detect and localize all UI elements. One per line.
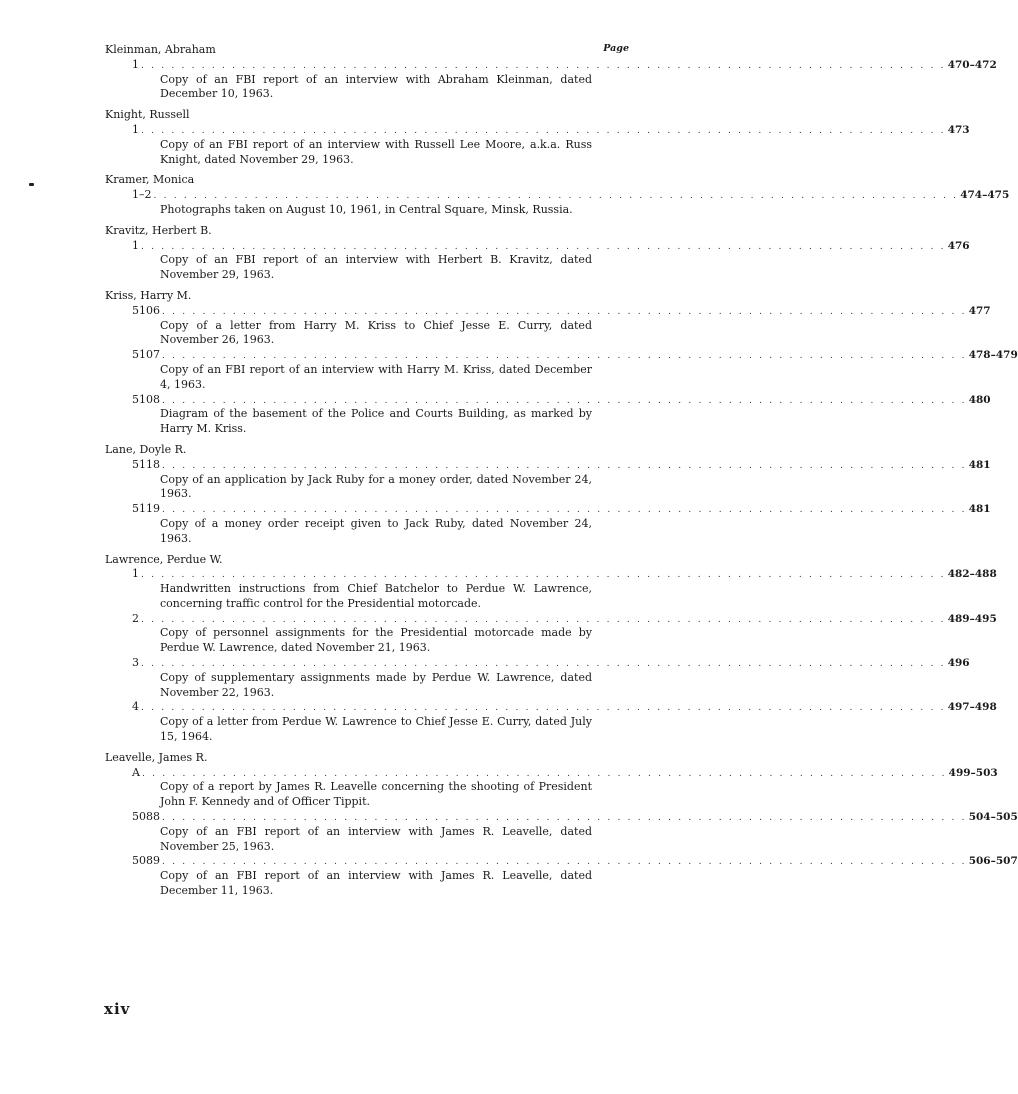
exhibit-line — [105, 810, 1018, 825]
exhibit-line — [105, 611, 997, 627]
index-entry — [105, 552, 997, 745]
dot-leader: . . . . . . . . . . . . . . . . . . . . . . . . . . . . . . . . . . . . . . . . . . . . . . . . . . . . . . . . . . . . . . . . . . . . . . . . . . . . . . . . — [162, 306, 967, 317]
exhibit-description: Copy of an FBI report of an interview with James R. Leavelle, dated December 11, 1963. — [160, 869, 592, 898]
exhibit — [105, 303, 991, 348]
index-entry — [105, 173, 1010, 217]
exhibit-line — [105, 348, 1018, 363]
exhibit — [105, 611, 997, 656]
exhibit-number: 5118 — [132, 457, 160, 471]
exhibit-line — [105, 854, 1018, 869]
page-reference: 474–475 — [960, 189, 1010, 202]
exhibit-number: 5106 — [132, 303, 160, 317]
person-name: Lawrence, Perdue W. — [105, 552, 223, 566]
exhibit-description: Copy of an FBI report of an interview with Herbert B. Kravitz, dated November 29, 1963. — [160, 253, 592, 282]
exhibit-line — [105, 303, 991, 319]
exhibit — [105, 810, 1018, 854]
exhibit-line — [105, 188, 1010, 203]
exhibit-description: Copy of an FBI report of an interview with Abraham Kleinman, dated December 10, 1963. — [160, 72, 592, 101]
exhibit-line — [105, 656, 970, 671]
index-entry — [105, 750, 1018, 899]
exhibit-description: Copy of an FBI report of an interview with James R. Leavelle, dated November 25, 1963. — [160, 824, 592, 853]
exhibit-number: 4 — [132, 700, 139, 714]
page-reference: 476 — [947, 239, 970, 252]
exhibit — [105, 392, 991, 437]
page-number: xiv — [104, 1000, 131, 1018]
exhibit-description: Copy of an FBI report of an interview with Harry M. Kriss, dated December 4, 1963. — [160, 362, 592, 391]
page-column-label: Page — [603, 43, 629, 54]
exhibit-description: Copy of a money order receipt given to Jack Ruby, dated November 24, 1963. — [160, 516, 592, 545]
exhibit-line — [105, 765, 998, 781]
index-entry — [105, 288, 1018, 437]
exhibit-number: 1–2 — [132, 188, 152, 202]
exhibit-description: Copy of an FBI report of an interview with Russell Lee Moore, a.k.a. Russ Knight, dated November 29, 1963. — [160, 137, 592, 166]
exhibit-description: Photographs taken on August 10, 1961, in Central Square, Minsk, Russia. — [160, 202, 573, 216]
dot-leader: . . . . . . . . . . . . . . . . . . . . . . . . . . . . . . . . . . . . . . . . . . . . . . . . . . . . . . . . . . . . . . . . . . . . . . . . . . . . . . . . — [141, 125, 946, 136]
exhibit — [105, 765, 998, 810]
person-name: Lane, Doyle R. — [105, 442, 187, 456]
person-name: Knight, Russell — [105, 108, 190, 122]
index-content — [105, 43, 1018, 899]
dot-leader: . . . . . . . . . . . . . . . . . . . . . . . . . . . . . . . . . . . . . . . . . . . . . . . . . . . . . . . . . . . . . . . . . . . . . . . . . . . . . . . . — [162, 460, 967, 471]
page-reference: 470–472 — [947, 58, 997, 71]
exhibit — [105, 567, 997, 611]
index-entry — [105, 43, 997, 102]
person-name: Leavelle, James R. — [105, 750, 208, 764]
person-name: Kleinman, Abraham — [105, 43, 216, 56]
person-name: Kramer, Monica — [105, 173, 195, 187]
exhibit-number: 1 — [132, 238, 139, 252]
page-reference: 481 — [968, 458, 991, 471]
exhibit-description: Handwritten instructions from Chief Batchelor to Perdue W. Lawrence, concerning traffic control for the Presidential motorcade. — [160, 582, 592, 610]
exhibit-number: 1 — [132, 122, 139, 136]
dot-leader: . . . . . . . . . . . . . . . . . . . . . . . . . . . . . . . . . . . . . . . . . . . . . . . . . . . . . . . . . . . . . . . . . . . . . . . . . . . . . . . . — [162, 505, 967, 516]
dot-leader: . . . . . . . . . . . . . . . . . . . . . . . . . . . . . . . . . . . . . . . . . . . . . . . . . . . . . . . . . . . . . . . . . . . . . . . . . . . . . . . . — [141, 659, 946, 670]
exhibit-description: Diagram of the basement of the Police and Courts Building, as marked by Harry M. Kriss. — [160, 407, 592, 436]
person-name: Kravitz, Herbert B. — [105, 223, 212, 237]
exhibit-number: 5088 — [132, 810, 160, 824]
exhibit — [105, 238, 970, 283]
exhibit — [105, 122, 970, 167]
exhibit — [105, 502, 991, 546]
exhibit-number: 5107 — [132, 348, 160, 362]
exhibit-line — [105, 502, 991, 517]
exhibit-line — [105, 567, 997, 582]
page-reference: 497–498 — [947, 701, 997, 714]
exhibit-number: 5108 — [132, 392, 160, 406]
dot-leader: . . . . . . . . . . . . . . . . . . . . . . . . . . . . . . . . . . . . . . . . . . . . . . . . . . . . . . . . . . . . . . . . . . . . . . . . . . . . . . . . — [141, 768, 947, 779]
exhibit-description: Copy of a letter from Perdue W. Lawrence to Chief Jesse E. Curry, dated July 15, 1964. — [160, 715, 592, 744]
index-entry — [105, 108, 970, 167]
dot-leader: . . . . . . . . . . . . . . . . . . . . . . . . . . . . . . . . . . . . . . . . . . . . . . . . . . . . . . . . . . . . . . . . . . . . . . . . . . . . . . . . — [141, 60, 946, 71]
exhibit-line — [105, 700, 997, 715]
index-entry — [105, 223, 970, 283]
page-reference: 482–488 — [947, 568, 997, 581]
exhibit-number: 5089 — [132, 854, 160, 868]
exhibit — [105, 188, 1010, 218]
stray-ink-mark — [29, 183, 34, 186]
page-reference: 496 — [947, 657, 970, 670]
dot-leader: . . . . . . . . . . . . . . . . . . . . . . . . . . . . . . . . . . . . . . . . . . . . . . . . . . . . . . . . . . . . . . . . . . . . . . . . . . . . . . . . — [162, 351, 967, 362]
exhibit — [105, 656, 970, 700]
exhibit-description: Copy of an application by Jack Ruby for a money order, dated November 24, 1963. — [160, 472, 592, 501]
page-reference: 506–507 — [968, 855, 1018, 868]
exhibit-number: 1 — [132, 57, 139, 71]
exhibit — [105, 457, 991, 502]
exhibit-number: A — [132, 765, 140, 779]
person-name: Kriss, Harry M. — [105, 288, 192, 302]
page-reference: 489–495 — [947, 612, 997, 625]
exhibit-line — [105, 57, 997, 73]
exhibit-description: Copy of a report by James R. Leavelle concerning the shooting of President John F. Kennedy and of Officer Tippit. — [160, 780, 592, 809]
exhibit-line — [105, 122, 970, 138]
exhibit — [105, 854, 1018, 898]
exhibit — [105, 57, 997, 102]
dot-leader: . . . . . . . . . . . . . . . . . . . . . . . . . . . . . . . . . . . . . . . . . . . . . . . . . . . . . . . . . . . . . . . . . . . . . . . . . . . . . . . . — [141, 703, 946, 714]
page-reference: 504–505 — [968, 811, 1018, 824]
page-reference: 481 — [968, 503, 991, 516]
exhibit-description: Copy of personnel assignments for the Presidential motorcade made by Perdue W. Lawrence, dated November 21, 1963. — [160, 626, 592, 655]
exhibit-number: 5119 — [132, 502, 160, 516]
page-reference: 478–479 — [968, 349, 1018, 362]
dot-leader: . . . . . . . . . . . . . . . . . . . . . . . . . . . . . . . . . . . . . . . . . . . . . . . . . . . . . . . . . . . . . . . . . . . . . . . . . . . . . . . . — [153, 191, 959, 202]
exhibit — [105, 700, 997, 744]
dot-leader: . . . . . . . . . . . . . . . . . . . . . . . . . . . . . . . . . . . . . . . . . . . . . . . . . . . . . . . . . . . . . . . . . . . . . . . . . . . . . . . . — [141, 614, 946, 625]
exhibit-number: 1 — [132, 567, 139, 581]
exhibit — [105, 348, 1018, 392]
exhibit-number: 3 — [132, 656, 139, 670]
dot-leader: . . . . . . . . . . . . . . . . . . . . . . . . . . . . . . . . . . . . . . . . . . . . . . . . . . . . . . . . . . . . . . . . . . . . . . . . . . . . . . . . — [141, 241, 946, 252]
exhibit-description: Copy of a letter from Harry M. Kriss to Chief Jesse E. Curry, dated November 26, 1963. — [160, 318, 592, 347]
exhibit-description: Copy of supplementary assignments made by Perdue W. Lawrence, dated November 22, 1963. — [160, 670, 592, 699]
exhibit-line — [105, 392, 991, 408]
exhibit-line — [105, 457, 991, 473]
dot-leader: . . . . . . . . . . . . . . . . . . . . . . . . . . . . . . . . . . . . . . . . . . . . . . . . . . . . . . . . . . . . . . . . . . . . . . . . . . . . . . . . — [162, 395, 967, 406]
page-reference: 477 — [968, 304, 991, 317]
dot-leader: . . . . . . . . . . . . . . . . . . . . . . . . . . . . . . . . . . . . . . . . . . . . . . . . . . . . . . . . . . . . . . . . . . . . . . . . . . . . . . . . — [162, 857, 967, 868]
page-reference: 480 — [968, 393, 991, 406]
exhibit-line — [105, 238, 970, 254]
index-entry — [105, 442, 991, 547]
dot-leader: . . . . . . . . . . . . . . . . . . . . . . . . . . . . . . . . . . . . . . . . . . . . . . . . . . . . . . . . . . . . . . . . . . . . . . . . . . . . . . . . — [162, 813, 967, 824]
page-reference: 499–503 — [948, 766, 998, 779]
dot-leader: . . . . . . . . . . . . . . . . . . . . . . . . . . . . . . . . . . . . . . . . . . . . . . . . . . . . . . . . . . . . . . . . . . . . . . . . . . . . . . . . — [141, 570, 946, 581]
page-reference: 473 — [947, 123, 970, 136]
exhibit-number: 2 — [132, 611, 139, 625]
